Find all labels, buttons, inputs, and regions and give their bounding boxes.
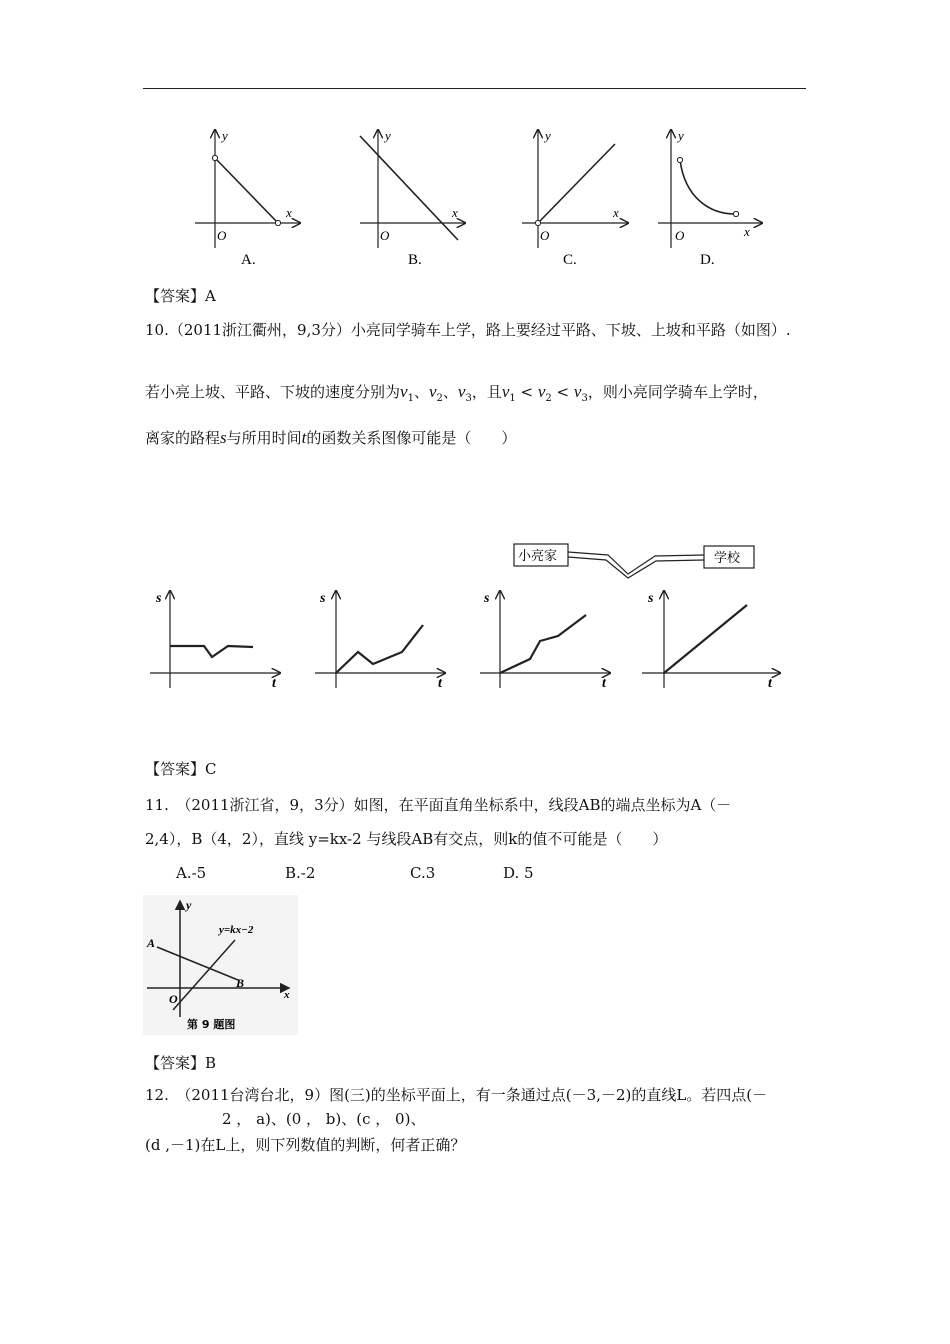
axis-t-label: t <box>438 676 442 691</box>
axis-x-label: x <box>452 205 458 220</box>
axis-y-label: y <box>385 128 391 143</box>
q10-route-diagram <box>510 540 760 580</box>
q9-answer: 【答案】A <box>145 287 216 305</box>
q10-graph-d <box>642 591 780 691</box>
fig-x-label: x <box>284 989 290 1001</box>
q10-line2: 若小亮上坡、平路、下坡的速度分别为$v_1$、$v_2$、$v_3$，且$v_1 < v_2 < v_3$，则小亮同学骑车上学时， <box>145 382 768 404</box>
axis-t-label: t <box>768 676 772 691</box>
q11-option-b: B.-2 <box>285 864 316 882</box>
axis-x-label: x <box>286 205 292 220</box>
fig-point-b: B <box>236 976 245 990</box>
origin-label: O <box>540 228 550 243</box>
q11-line1: 11. （2011浙江省，9，3分）如图，在平面直角坐标系中，线段AB的端点坐标为A（－ <box>145 796 732 814</box>
origin-label: O <box>380 228 390 243</box>
q10-graph-b <box>315 591 445 691</box>
option-label: D. <box>700 252 715 268</box>
header-rule <box>143 88 806 89</box>
axis-t-label: t <box>272 676 276 691</box>
q9-graph-a <box>195 128 300 268</box>
axis-s-label: s <box>156 591 162 606</box>
axis-t-label: t <box>602 676 606 691</box>
option-label: C. <box>563 252 577 268</box>
q11-option-a: A.-5 <box>176 864 207 882</box>
fig-y-label: y <box>186 898 192 912</box>
q9-graph-c <box>522 128 628 268</box>
axis-s-label: s <box>484 591 490 606</box>
q9-graph-d <box>658 128 762 268</box>
route-home-label: 小亮家 <box>518 549 558 564</box>
fig-caption: 第 9 题图 <box>187 1018 236 1031</box>
origin-label: O <box>675 228 685 243</box>
axis-x-label: x <box>613 205 619 220</box>
q12-line1: 12. （2011台湾台北，9）图(三)的坐标平面上，有一条通过点(－3,－2)的直线L。若四点(－ <box>145 1086 768 1104</box>
origin-label: O <box>217 228 227 243</box>
axis-s-label: s <box>648 591 654 606</box>
axis-y-label: y <box>222 128 228 143</box>
route-school-label: 学校 <box>714 551 741 566</box>
fig-line-label: y=kx−2 <box>219 924 254 936</box>
q12-line2: 2 ， a)、(0 ， b)、(c ， 0)、 <box>222 1110 426 1128</box>
axis-y-label: y <box>545 128 551 143</box>
q11-answer: 【答案】B <box>145 1054 217 1072</box>
q12-line3: (d ,－1)在L上，则下列数值的判断，何者正确？ <box>145 1136 466 1154</box>
q9-graph-b <box>360 128 465 268</box>
q9-option-graphs <box>140 118 820 278</box>
q11-option-d: D. 5 <box>503 864 534 882</box>
option-label: B. <box>408 252 422 268</box>
q11-figure <box>143 895 298 1035</box>
option-label: A. <box>241 252 256 268</box>
q10-line3: 离家的路程s与所用时间t的函数关系图像可能是（ ） <box>145 428 517 447</box>
q10-graph-a <box>150 591 280 691</box>
fig-point-a: A <box>147 936 156 950</box>
axis-y-label: y <box>678 128 684 143</box>
fig-origin: O <box>169 992 178 1006</box>
q10-answer: 【答案】C <box>145 760 217 778</box>
axis-s-label: s <box>320 591 326 606</box>
q11-option-c: C.3 <box>410 864 436 882</box>
q11-line2: 2,4），B（4，2），直线 y=kx-2 与线段AB有交点，则k的值不可能是（ ） <box>145 830 668 848</box>
q10-option-graphs <box>140 585 790 695</box>
q10-graph-c <box>480 591 610 691</box>
q10-line1: 10.（2011浙江衢州，9,3分）小亮同学骑车上学，路上要经过平路、下坡、上坡和平路（如图）. <box>145 321 791 339</box>
axis-x-label: x <box>744 224 750 239</box>
